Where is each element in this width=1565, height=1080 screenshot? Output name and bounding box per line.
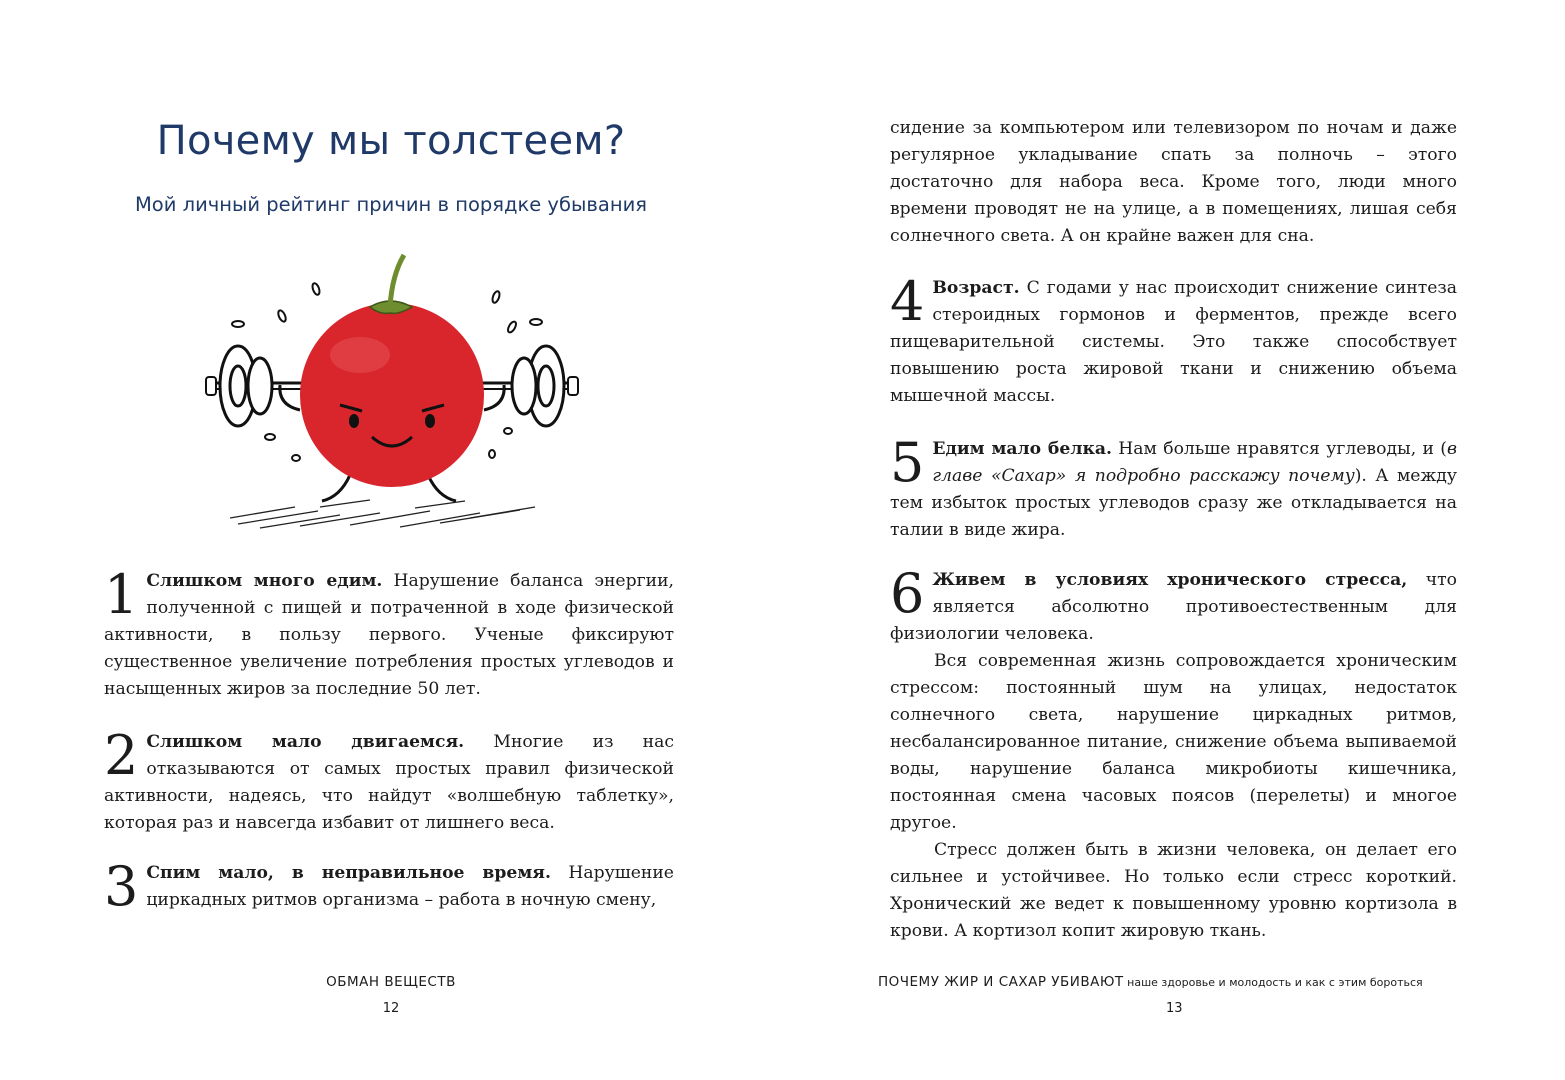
paragraph: Стресс должен быть в жизни человека, он делает его сильнее и устойчивее. Но только если стресс короткий. Хронический же ведет к повышенному уровню кортизола в крови. А кортизол копит жировую ткань. — [890, 840, 1457, 941]
left-weight — [220, 346, 272, 426]
reason-heading: Возраст. — [932, 278, 1020, 298]
footer-title — [878, 974, 1423, 990]
reason-item-3 — [104, 855, 674, 918]
reason-heading: Едим мало белка. — [932, 439, 1112, 459]
tomato-body — [300, 303, 484, 487]
reason-text: Нарушение циркадных ритмов организма – работа в ночную смену, — [146, 863, 674, 910]
drop-number: 4 — [890, 270, 925, 333]
reason-item-5 — [890, 431, 1457, 544]
footer-title: ОБМАН ВЕЩЕСТВ — [326, 974, 456, 990]
right-page — [782, 0, 1565, 1080]
reason-heading: Слишком мало двигаемся. — [146, 732, 465, 752]
reason-heading: Слишком много едим. — [146, 571, 383, 591]
reason-item-4 — [890, 270, 1457, 410]
page-number: 12 — [382, 1001, 400, 1016]
reason-item-6 — [890, 562, 1457, 945]
tomato-illustration — [200, 245, 590, 545]
left-page — [0, 0, 782, 1080]
right-weight — [512, 346, 564, 426]
paragraph: Вся современная жизнь сопровождается хроническим стрессом: постоянный шум на улицах, недостаток солнечного света, нарушение циркадных ритмов, несбалансированное питание, снижение объема выпиваемой воды, нарушение баланса микробиоты кишечника, постоянная смена часовых поясов (перелеты) и многое другое. — [890, 651, 1457, 833]
reason-heading: Спим мало, в неправильное время. — [146, 863, 551, 883]
reason-text-end: ). А между тем избыток простых углеводов сразу же откладывается на талии в виде жира. — [890, 466, 1457, 540]
drop-number: 2 — [104, 724, 139, 787]
reason-text: Многие из нас отказываются от самых простых правил физической активности, надеясь, что найдут «волшебную таблетку», которая раз и навсегда избавит от лишнего веса. — [104, 732, 674, 833]
page-number: 13 — [1166, 1001, 1183, 1016]
reason-item-2 — [104, 724, 674, 837]
drop-number: 3 — [104, 855, 139, 918]
page-subtitle: Мой личный рейтинг причин в порядке убывания — [134, 193, 647, 216]
reason-text: что является абсолютно противоестественным для физиологии человека. — [890, 570, 1457, 644]
drop-number: 1 — [104, 563, 139, 626]
page-title: Почему мы толстеем? — [156, 118, 626, 164]
footer-title-main: ПОЧЕМУ ЖИР И САХАР УБИВАЮТ — [878, 974, 1124, 990]
reason-text: С годами у нас происходит снижение синтеза стероидных гормонов и ферментов, прежде всего пищеварительной системы. Это также способствует повышению роста жировой ткани и снижению объема мышечной массы. — [890, 278, 1457, 406]
reason-item-1 — [104, 563, 674, 703]
reason-text: Нарушение баланса энергии, полученной с пищей и потраченной в ходе физической активности, в пользу первого. Ученые фиксируют существенное увеличение потребления простых углеводов и насыщенных жиров за последние 50 лет. — [104, 571, 674, 699]
footer-title-rest: наше здоровье и молодость и как с этим бороться — [1123, 976, 1423, 989]
drop-number: 6 — [890, 562, 925, 625]
reason-text: Нам больше нравятся углеводы, и ( — [1111, 439, 1447, 459]
reason-italic-note: в главе «Сахар» я подробно расскажу почему — [932, 439, 1457, 486]
continuation-text: сидение за компьютером или телевизором по ночам и даже регулярное укладывание спать за полночь – этого достаточно для набора веса. Кроме того, люди много времени проводят не на улице, а в помещениях, лишая себя солнечного света. А он крайне важен для сна. — [890, 118, 1457, 246]
drop-number: 5 — [890, 431, 925, 494]
ground-hatching — [230, 500, 535, 528]
reason-heading: Живем в условиях хронического стресса, — [932, 570, 1408, 590]
